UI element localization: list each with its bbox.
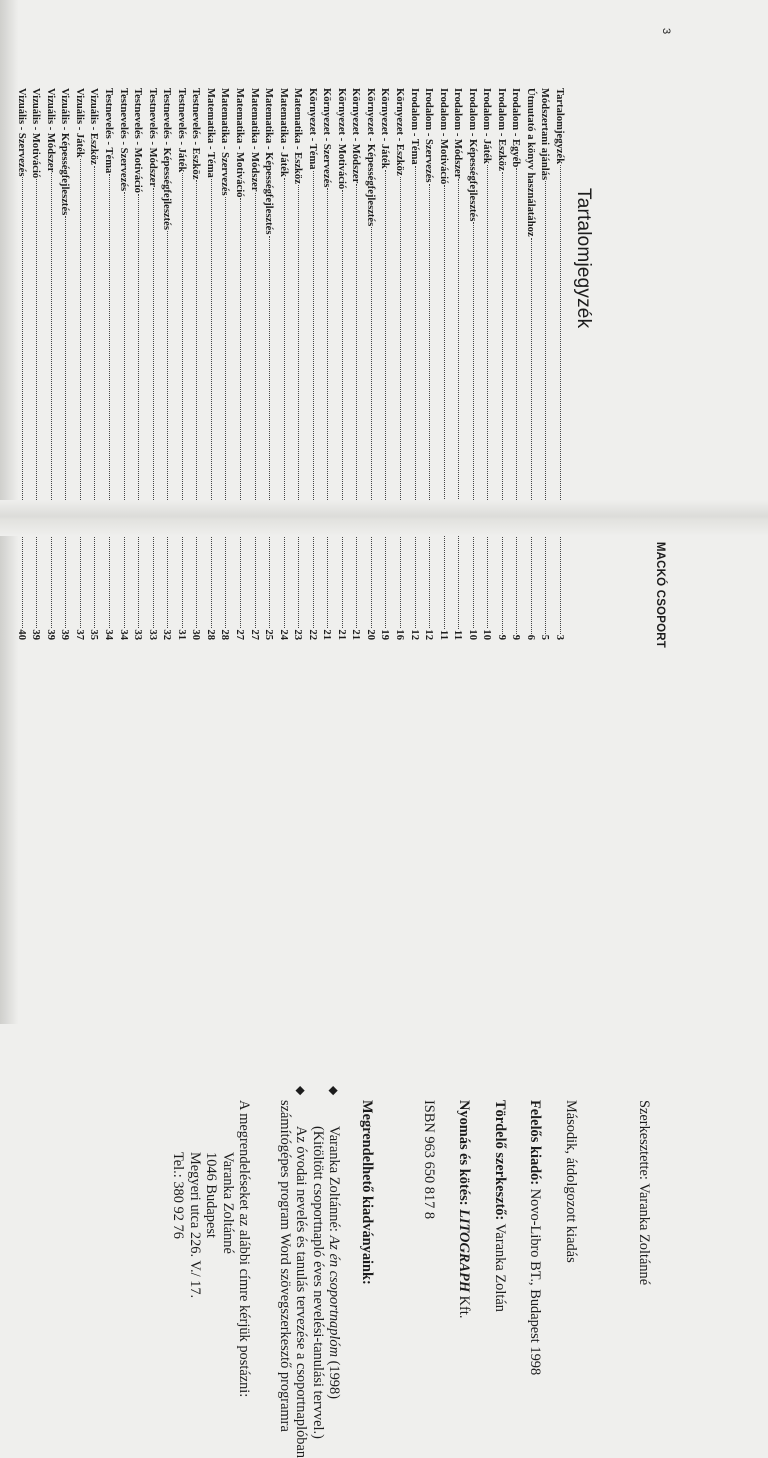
publisher-line: [522, 1100, 546, 1458]
toc-entry-page: 20: [364, 629, 376, 640]
toc-entry-label: Vizuális - Játék: [73, 88, 85, 158]
toc-entry-page: 3: [554, 634, 565, 640]
toc-entry-page: 10: [481, 629, 493, 640]
order-instruction: A megrendeléseket az alábbi címre kérjük postázni:: [236, 1100, 253, 1398]
toc-entry-page: 40: [15, 629, 27, 640]
typesetter-label: Tördelő szerkesztő:: [491, 1100, 508, 1221]
toc-entry-label: Matematika - Módszer: [248, 88, 260, 192]
toc-entry-page: 23: [292, 629, 304, 640]
toc-entry-page: 19: [379, 629, 391, 640]
toc-entry-label: Útmutató a könyv használatához: [524, 88, 536, 237]
toc-entry-label: Testnevelés - Szervezés: [117, 88, 129, 192]
page-number: 3: [660, 28, 672, 35]
address-line: 1046 Budapest: [203, 1152, 220, 1238]
contents-page: [0, 0, 768, 648]
toc-entry-page: 21: [350, 629, 362, 640]
toc-entry-label: Testnevelés - Képességfejlesztés: [161, 88, 173, 230]
toc-entry-page: 30: [190, 629, 202, 640]
editor-line: Szerkesztette: Varanka Zoltánné: [636, 1100, 652, 1286]
printing-suffix: Kft.: [456, 1295, 473, 1319]
publisher-name: Novo-Libro BT., Budapest 1998: [527, 1188, 544, 1376]
toc-entry-page: 11: [437, 629, 449, 640]
toc-entry-page: 37: [73, 629, 85, 640]
toc-entry-page: 21: [335, 629, 347, 640]
publication-author: Varanka Zoltánné:: [326, 1126, 343, 1232]
series-title: MACKÓ CSOPORT: [654, 541, 666, 648]
address-line: Varanka Zoltánné: [219, 1152, 236, 1254]
toc-entry-label: Testnevelés - Eszköz: [190, 88, 202, 180]
toc-entry-page: 9: [510, 634, 522, 640]
toc-entry-page: 5: [539, 634, 551, 640]
toc-entry-page: 11: [452, 629, 464, 640]
toc-entry-label: Tartalomjegyzék: [554, 88, 565, 165]
toc-entry-page: 34: [103, 629, 115, 640]
toc-entry-page: 33: [146, 629, 158, 640]
toc-entry-page: 21: [321, 629, 333, 640]
toc-entry-label: Testnevelés - Motiváció: [132, 88, 144, 193]
toc-entry-label: Testnevelés - Játék: [175, 88, 187, 173]
toc-entry-label: Matematika - Szervezés: [219, 88, 231, 196]
typesetter-name: Varanka Zoltán: [491, 1223, 508, 1312]
toc-entry-page: 16: [393, 629, 405, 640]
toc-entry-page: 28: [204, 629, 216, 640]
toc-entry-label: Matematika - Téma: [204, 88, 216, 178]
toc-entry-page: 24: [277, 629, 289, 640]
toc-entry-label: Vizuális - Képességfejlesztés: [59, 88, 71, 216]
toc-entry-label: Irodalom - Szervezés: [423, 88, 435, 183]
toc-entry-label: Környezet - Szervezés: [321, 88, 333, 188]
publication-item-1: [326, 1100, 343, 1458]
toc-entry-label: Testnevelés - Téma: [103, 88, 115, 174]
contents-title: Tartalomjegyzék: [573, 188, 594, 329]
toc-entry-label: Környezet - Motiváció: [335, 88, 347, 190]
toc-entry-page: 12: [408, 629, 420, 640]
toc-entry-page: 6: [524, 634, 536, 640]
toc-entry-label: Környezet - Játék: [379, 88, 391, 169]
toc-entry-page: 31: [175, 629, 187, 640]
toc-entry-page: 28: [219, 629, 231, 640]
orderable-heading: Megrendelhető kiadványaink:: [358, 1100, 375, 1285]
toc-entry-label: Környezet - Eszköz: [393, 88, 405, 176]
toc-entry-page: 27: [233, 629, 245, 640]
toc-entry-label: Matematika - Képességfejlesztés: [263, 88, 275, 235]
toc-entry-page: 35: [88, 629, 100, 640]
toc-entry-label: Irodalom - Motiváció: [437, 88, 449, 185]
publication-item-2: ◆ Az óvodai nevelés és tanulás tervezése a csoportnaplóban: [293, 1100, 310, 1458]
printing-line: [451, 1100, 475, 1458]
toc-entry-label: Irodalom - Eszköz: [495, 88, 507, 171]
typesetter-line: [487, 1100, 511, 1458]
toc-entry-label: Irodalom - Egyéb: [510, 88, 522, 168]
toc-entry-label: Testnevelés - Módszer: [146, 88, 158, 188]
imprint-block: [169, 1100, 655, 1458]
toc-entry-label: Matematika - Motiváció: [233, 88, 245, 198]
toc-entry-label: Irodalom - Képességfejlesztés: [466, 88, 478, 222]
printing-label: Nyomás és kötés:: [456, 1100, 473, 1206]
toc-entry-label: Környezet - Téma: [306, 88, 318, 170]
toc-entry-label: Matematika - Eszköz: [292, 88, 304, 184]
toc-entry-label: Vizuális - Módszer: [44, 88, 56, 173]
toc-entry-page: 22: [306, 629, 318, 640]
toc-entry-page: 9: [495, 634, 507, 640]
toc-entry-label: Környezet - Módszer: [350, 88, 362, 184]
toc-entry-label: Módszertani ajánlás: [539, 88, 551, 181]
address-line: Megyeri utca 226. V./ 17.: [186, 1152, 203, 1299]
toc-entry-page: 12: [423, 629, 435, 640]
publication-title: Az én csoportnaplóm: [326, 1235, 343, 1358]
toc-entry-page: 10: [466, 629, 478, 640]
toc-entry-label: Irodalom - Módszer: [452, 88, 464, 179]
toc-entry-label: Irodalom - Játék: [481, 88, 493, 164]
edition-line: Második, átdolgozott kiadás: [562, 1100, 579, 1263]
toc-entry-label: Vizuális - Motiváció: [30, 88, 42, 179]
imprint-page: [0, 530, 768, 1458]
toc-entry-page: 33: [132, 629, 144, 640]
toc-entry-page: 39: [30, 629, 42, 640]
publication-note: (Kitöltött csoportnapló éves nevelési-tanulási tervvel.): [309, 1126, 326, 1439]
toc-entry-page: 25: [263, 629, 275, 640]
toc-entry-page: 32: [161, 629, 173, 640]
isbn-line: ISBN 963 650 817 8: [420, 1100, 437, 1220]
toc-entry-label: Vizuális - Szervezés: [15, 88, 27, 177]
publication-item-2-cont: számítógépes program Word szövegszerkesztő programra: [276, 1100, 293, 1432]
publisher-label: Felelős kiadó:: [527, 1100, 544, 1186]
printing-company: LITOGRAPH: [456, 1209, 473, 1293]
toc-entry-label: Matematika - Játék: [277, 88, 289, 177]
toc-entry-label: Vizuális - Eszköz: [88, 88, 100, 165]
toc-entry-label: Irodalom - Téma: [408, 88, 420, 165]
toc-entry-page: 39: [44, 629, 56, 640]
toc-entry-page: 34: [117, 629, 129, 640]
publication-year: (1998): [326, 1360, 343, 1399]
toc-entry-page: 39: [59, 629, 71, 640]
toc-entry-label: Környezet - Képességfejlesztés: [364, 88, 376, 227]
toc-entry-page: 27: [248, 629, 260, 640]
address-line: Tel.: 380 92 76: [170, 1152, 187, 1239]
